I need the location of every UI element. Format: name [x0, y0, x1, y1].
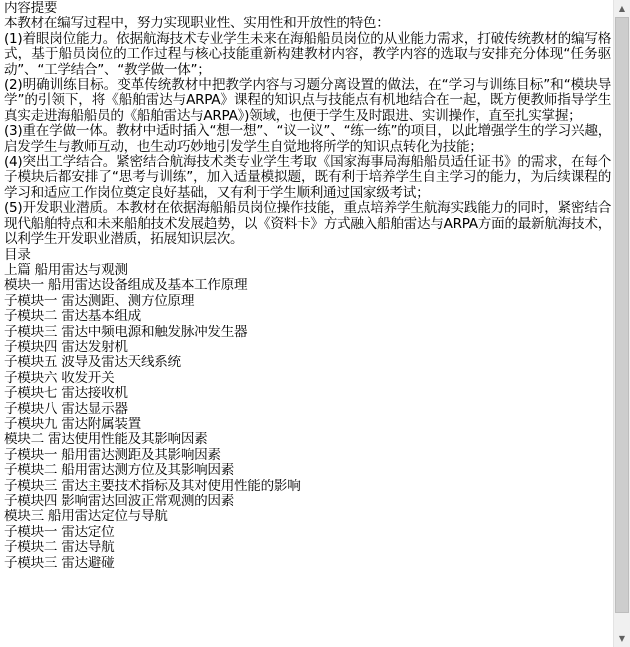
scroll-track[interactable] — [614, 17, 630, 630]
toc-entry: 子模块八 雷达显示器 — [4, 401, 128, 417]
toc-entry: 子模块二 船用雷达测方位及其影响因素 — [4, 463, 235, 479]
toc-entry: 子模块四 影响雷达回波正常观测的因素 — [4, 494, 235, 509]
toc-entry: 子模块五 波导及雷达天线系统 — [4, 355, 181, 371]
scroll-thumb[interactable] — [615, 17, 629, 613]
toc-entry: 子模块一 船用雷达测距及其影响因素 — [4, 447, 221, 463]
feature-paragraph: (5)开发职业潜质。本教材在依据海船船员岗位操作技能，重点培养学生航海实践能力的同时，紧密结合现代船舶特点和未来船舶技术发展趋势，以《资料卡》方式融入船舶雷达与ARPA方面的最新航海技术，以利学生开发职业潜质，拓展知识层次。 — [4, 200, 611, 248]
feature-paragraph: (2)明确训练目标。变革传统教材中把教学内容与习题分离设置的做法，在“学习与训练目标”和“模块导学”的引领下，将《船舶雷达与ARPA》课程的知识点与技能点有机地结合在一起，既方便教师指导学生真实走进海船船员的《船舶雷达与ARPA》)领域，也便于学生及时跟进、实训操作，直至扎实掌握； — [4, 77, 611, 124]
toc-heading: 目录 — [4, 247, 31, 263]
heading-summary: 内容提要 — [4, 1, 58, 16]
toc-entry: 子模块四 雷达发射机 — [4, 339, 128, 355]
toc-entry: 子模块二 雷达导航 — [4, 540, 115, 556]
scroll-up-icon[interactable]: ▲ — [614, 0, 630, 17]
toc-entry: 上篇 船用雷达与观测 — [4, 262, 128, 278]
vertical-scrollbar[interactable] — [613, 0, 630, 647]
toc-entry: 模块二 雷达使用性能及其影响因素 — [4, 432, 208, 448]
feature-paragraph: (1)着眼岗位能力。依据航海技术专业学生未来在海船船员岗位的从业能力需求，打破传统教材的编写格式，基于船员岗位的工作过程与核心技能重新构建教材内容，教学内容的选取与安排充分体现“任务驱动”、“工学结合”、“教学做一体”； — [4, 30, 611, 78]
toc-entry: 子模块三 雷达中频电源和触发脉冲发生器 — [4, 324, 248, 340]
feature-paragraph: (3)重在学做一体。教材中适时插入“想一想”、“议一议”、“练一练”的项目，以此增强学生的学习兴趣，启发学生与教师互动，也生动巧妙地引发学生自觉地将所学的知识点转化为技能； — [4, 123, 611, 155]
toc-entry: 模块三 船用雷达定位与导航 — [4, 509, 168, 525]
toc-entry: 子模块七 雷达接收机 — [4, 386, 128, 402]
toc-entry: 模块一 船用雷达设备组成及基本工作原理 — [4, 278, 248, 294]
scroll-down-icon[interactable]: ▼ — [614, 630, 630, 647]
toc-entry: 子模块一 雷达测距、测方位原理 — [4, 293, 195, 309]
toc-entry: 子模块三 雷达避碰 — [4, 555, 115, 571]
toc-entry: 子模块二 雷达基本组成 — [4, 309, 141, 325]
toc-entry: 子模块六 收发开关 — [4, 370, 115, 386]
intro-line: 本教材在编写过程中，努力实现职业性、实用性和开放性的特色： — [4, 16, 390, 32]
toc-entry: 子模块一 雷达定位 — [4, 524, 115, 540]
feature-paragraph: (4)突出工学结合。紧密结合航海技术类专业学生考取《国家海事局海船船员适任证书》的需求，在每个子模块后都安排了“思考与训练”，加入适量模拟题，既有利于培养学生自主学习的能力，为后续课程的学习和适应工作岗位奠定良好基础，又有利于学生顺利通过国家级考试； — [4, 154, 611, 201]
toc-entry: 子模块九 雷达附属装置 — [4, 416, 141, 432]
toc-entry: 子模块三 雷达主要技术指标及其对使用性能的影响 — [4, 478, 301, 494]
